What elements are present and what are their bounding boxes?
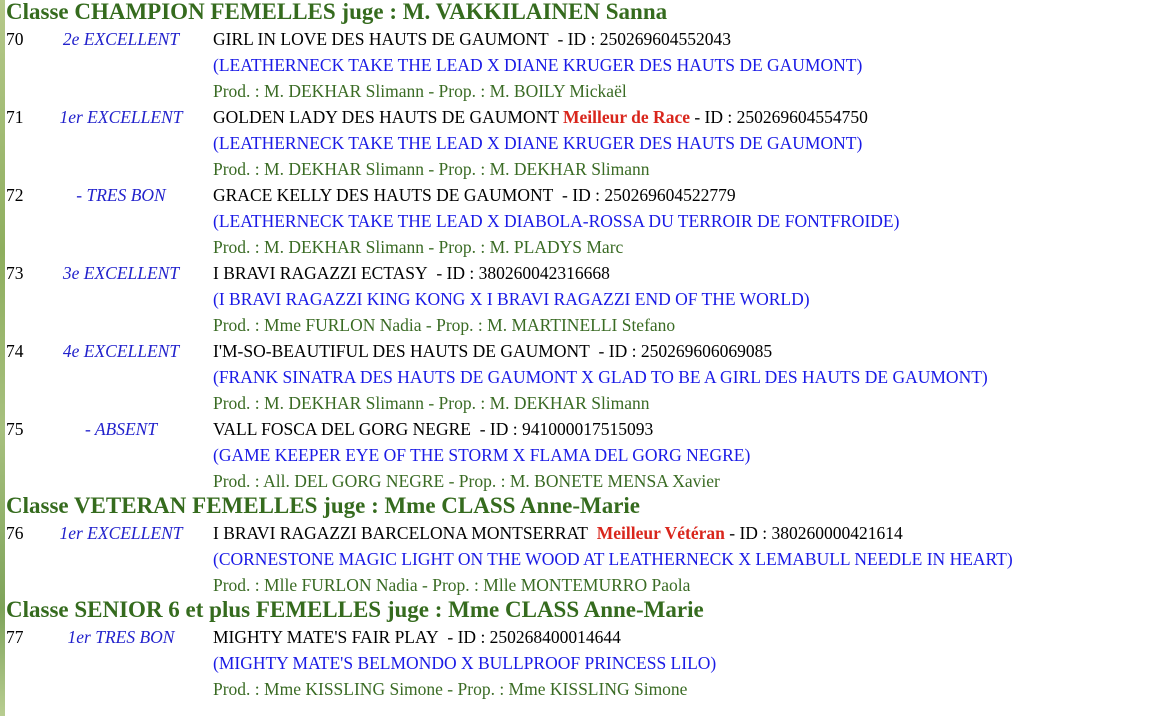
class-title: Classe VETERAN FEMELLES juge : Mme CLASS Anne-Marie <box>6 493 641 518</box>
entry <box>6 416 1164 494</box>
entry <box>6 520 1164 598</box>
dog-name: GRACE KELLY DES HAUTS DE GAUMONT <box>213 185 554 205</box>
entry <box>6 260 1164 338</box>
dog-id: - ID : 380260042316668 <box>436 263 610 283</box>
results-list <box>6 0 1164 702</box>
entry-rank[interactable]: 1er TRES BON <box>67 627 175 647</box>
dog-name: GOLDEN LADY DES HAUTS DE GAUMONT <box>213 107 559 127</box>
class-title: Classe CHAMPION FEMELLES juge : M. VAKKILAINEN Sanna <box>6 0 668 24</box>
dog-id: - ID : 941000017515093 <box>479 419 654 439</box>
dog-owners: Prod. : Mme FURLON Nadia - Prop. : M. MARTINELLI Stefano <box>213 315 676 335</box>
dog-parents: (MIGHTY MATE'S BELMONDO X BULLPROOF PRINCESS LILO) <box>213 653 717 673</box>
entry-number: 73 <box>6 263 24 283</box>
entry-rank[interactable]: - TRES BON <box>76 185 166 205</box>
entry-rank[interactable]: 1er EXCELLENT <box>59 523 183 543</box>
entry-rank[interactable]: 2e EXCELLENT <box>62 29 180 49</box>
dog-id: - ID : 250269604552043 <box>557 29 731 49</box>
dog-id: - ID : 250269604522779 <box>562 185 736 205</box>
entry-number: 76 <box>6 523 24 543</box>
entry-rank[interactable]: 4e EXCELLENT <box>62 341 180 361</box>
class-title: Classe SENIOR 6 et plus FEMELLES juge : Mme CLASS Anne-Marie <box>6 597 704 622</box>
dog-parents: (I BRAVI RAGAZZI KING KONG X I BRAVI RAGAZZI END OF THE WORLD) <box>213 289 810 309</box>
dog-owners: Prod. : M. DEKHAR Slimann - Prop. : M. PLADYS Marc <box>213 237 624 257</box>
entry <box>6 338 1164 416</box>
dog-parents: (LEATHERNECK TAKE THE LEAD X DIANE KRUGER DES HAUTS DE GAUMONT) <box>213 55 863 75</box>
dog-owners: Prod. : M. DEKHAR Slimann - Prop. : M. DEKHAR Slimann <box>213 393 650 413</box>
award-label: Meilleur de Race <box>562 107 690 127</box>
dog-parents: (GAME KEEPER EYE OF THE STORM X FLAMA DEL GORG NEGRE) <box>213 445 751 465</box>
dog-id: - ID : 250269604554750 <box>694 107 868 127</box>
dog-name: VALL FOSCA DEL GORG NEGRE <box>213 419 471 439</box>
dog-parents: (LEATHERNECK TAKE THE LEAD X DIABOLA-ROSSA DU TERROIR DE FONTFROIDE) <box>213 211 900 231</box>
dog-name: I BRAVI RAGAZZI ECTASY <box>213 263 428 283</box>
dog-owners: Prod. : M. DEKHAR Slimann - Prop. : M. BOILY Mickaël <box>213 81 627 101</box>
entry <box>6 624 1164 702</box>
dog-id: - ID : 380260000421614 <box>729 523 903 543</box>
entry <box>6 104 1164 182</box>
dog-name: MIGHTY MATE'S FAIR PLAY <box>213 627 439 647</box>
entry-number: 72 <box>6 185 24 205</box>
entry-number: 70 <box>6 29 24 49</box>
left-decorative-border <box>0 0 5 716</box>
entry-rank[interactable]: 1er EXCELLENT <box>59 107 183 127</box>
dog-name: I'M-SO-BEAUTIFUL DES HAUTS DE GAUMONT <box>213 341 590 361</box>
dog-name: I BRAVI RAGAZZI BARCELONA MONTSERRAT <box>213 523 588 543</box>
dog-parents: (LEATHERNECK TAKE THE LEAD X DIANE KRUGER DES HAUTS DE GAUMONT) <box>213 133 863 153</box>
dog-parents: (FRANK SINATRA DES HAUTS DE GAUMONT X GLAD TO BE A GIRL DES HAUTS DE GAUMONT) <box>213 367 988 387</box>
entry-rank[interactable]: 3e EXCELLENT <box>62 263 180 283</box>
entry <box>6 182 1164 260</box>
dog-owners: Prod. : All. DEL GORG NEGRE - Prop. : M. BONETE MENSA Xavier <box>213 471 720 491</box>
dog-owners: Prod. : M. DEKHAR Slimann - Prop. : M. DEKHAR Slimann <box>213 159 650 179</box>
entry-number: 71 <box>6 107 24 127</box>
dog-id: - ID : 250269606069085 <box>598 341 773 361</box>
dog-id: - ID : 250268400014644 <box>447 627 621 647</box>
dog-parents: (CORNESTONE MAGIC LIGHT ON THE WOOD AT LEATHERNECK X LEMABULL NEEDLE IN HEART) <box>213 549 1013 569</box>
entry <box>6 26 1164 104</box>
dog-owners: Prod. : Mme KISSLING Simone - Prop. : Mme KISSLING Simone <box>213 679 688 699</box>
entry-number: 75 <box>6 419 24 439</box>
dog-name: GIRL IN LOVE DES HAUTS DE GAUMONT <box>213 29 549 49</box>
entry-rank[interactable]: - ABSENT <box>84 419 158 439</box>
dog-owners: Prod. : Mlle FURLON Nadia - Prop. : Mlle MONTEMURRO Paola <box>213 575 691 595</box>
award-label: Meilleur Vétéran <box>596 523 725 543</box>
entry-number: 77 <box>6 627 24 647</box>
entry-number: 74 <box>6 341 24 361</box>
